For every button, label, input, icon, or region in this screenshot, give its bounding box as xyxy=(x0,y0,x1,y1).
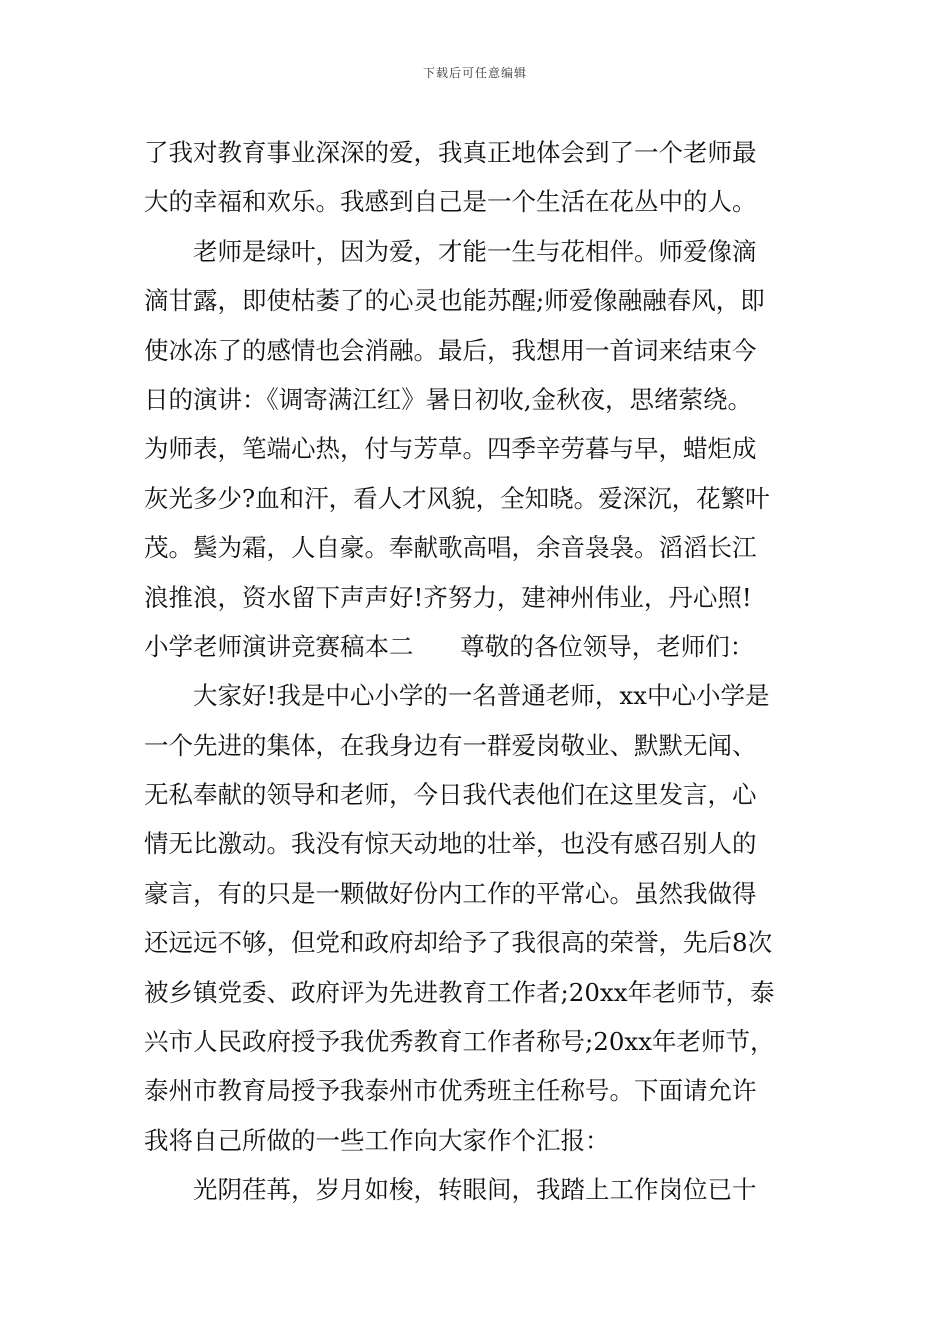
document-body xyxy=(144,128,812,1215)
text-line: 泰州市教育局授予我泰州市优秀班主任称号。下面请允许 xyxy=(144,1076,757,1106)
text-line: 为师表，笔端心热，付与芳草。四季辛劳暮与早，蜡炬成 xyxy=(144,434,757,464)
text-line: 还远远不够，但党和政府却给予了我很高的荣誉，先后8次 xyxy=(144,928,773,958)
text-line: 一个先进的集体，在我身边有一群爱岗敬业、默默无闻、 xyxy=(144,730,757,760)
text-line: 情无比激动。我没有惊天动地的壮举，也没有感召别人的 xyxy=(144,829,757,859)
text-line: 大的幸福和欢乐。我感到自己是一个生活在花丛中的人。 xyxy=(144,187,757,217)
text-line: 灰光多少?血和汗，看人才风貌，全知晓。爱深沉，花繁叶 xyxy=(144,483,770,513)
text-line: 老师是绿叶，因为爱，才能一生与花相伴。师爱像滴 xyxy=(193,236,757,266)
text-line: 浪推浪，资水留下声声好!齐努力，建神州伟业，丹心照! xyxy=(144,582,752,612)
text-line: 无私奉献的领导和老师，今日我代表他们在这里发言，心 xyxy=(144,780,757,810)
page-header: 下载后可任意编辑 xyxy=(422,66,527,80)
text-line: 兴市人民政府授予我优秀教育工作者称号;20xx年老师节， xyxy=(144,1027,775,1057)
text-line: 了我对教育事业深深的爱，我真正地体会到了一个老师最 xyxy=(144,138,757,167)
text-line: 光阴荏苒，岁月如梭，转眼间，我踏上工作岗位已十 xyxy=(193,1175,757,1205)
text-line: 大家好!我是中心小学的一名普通老师，xx中心小学是 xyxy=(193,681,770,711)
text-line: 我将自己所做的一些工作向大家作个汇报： xyxy=(144,1125,610,1155)
section-title-line: 小学老师演讲竞赛稿本二 尊敬的各位领导，老师们： xyxy=(144,631,755,661)
text-line: 被乡镇党委、政府评为先进教育工作者;20xx年老师节，泰 xyxy=(144,977,775,1007)
text-line: 滴甘露，即使枯萎了的心灵也能苏醒;师爱像融融春风，即 xyxy=(144,286,765,316)
text-line: 茂。鬓为霜，人自豪。奉献歌高唱，余音袅袅。滔滔长江 xyxy=(144,533,757,563)
text-line: 豪言，有的只是一颗做好份内工作的平常心。虽然我做得 xyxy=(144,878,757,908)
text-line: 使冰冻了的感情也会消融。最后，我想用一首词来结束今 xyxy=(144,335,757,365)
text-line: 日的演讲：《调寄满江红》暑日初收,金秋夜，思绪萦绕。 xyxy=(144,384,753,414)
